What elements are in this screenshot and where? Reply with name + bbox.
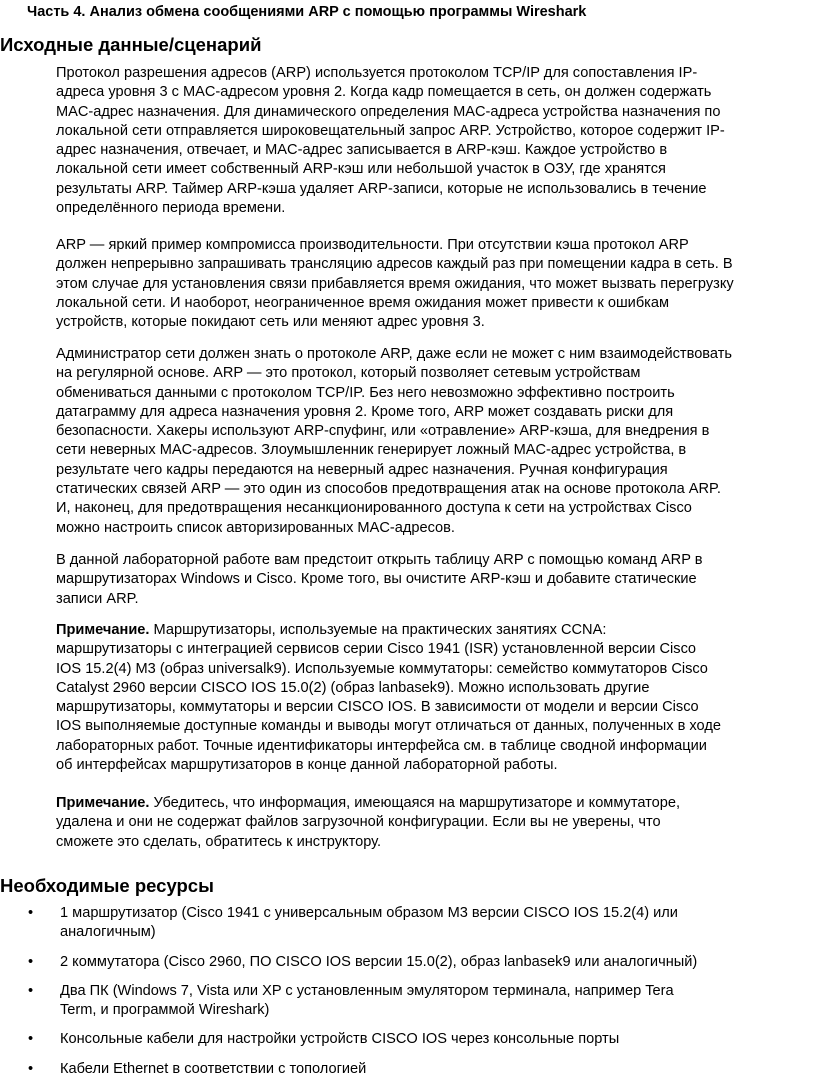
- list-item: [0, 1030, 800, 1049]
- list-item: [0, 1060, 800, 1079]
- text-line: лабораторных работ. Точные идентификаторы интерфейса см. в таблице сводной информации: [56, 737, 707, 754]
- text-line: статических связей ARP — это один из способов предотвращения атак на основе протокола ARP.: [56, 481, 721, 498]
- text-line: можно настроить список авторизированных MAC-адресов.: [56, 519, 455, 536]
- bullet-icon: •: [28, 982, 34, 999]
- note-equipment: [56, 621, 816, 775]
- text-line: Убедитесь, что информация, имеющаяся на маршрутизаторе и коммутаторе,: [149, 795, 681, 811]
- text-line: Администратор сети должен знать о протоколе ARP, даже если не может с ним взаимодействовать: [56, 346, 732, 362]
- section-title-scenario: Исходные данные/сценарий: [0, 34, 262, 55]
- text-line: Консольные кабели для настройки устройств CISCO IOS через консольные порты: [60, 1031, 620, 1048]
- text-line: ARP — яркий пример компромисса производительности. При отсутствии кэша протокол ARP: [56, 237, 689, 253]
- text-line: локальной сети отправляется широковещательный запрос ARP. Устройство, которое содержит IP-: [56, 122, 725, 139]
- text-line: устройств, которые покидают сеть или меняют адрес уровня 3.: [56, 314, 485, 331]
- bullet-icon: •: [28, 953, 34, 970]
- text-line: результаты ARP. Таймер ARP-кэша удаляет ARP-записи, которые не использовались в течение: [56, 180, 707, 197]
- paragraph-arp-intro: [56, 64, 816, 218]
- part-title: Часть 4. Анализ обмена сообщениями ARP с помощью программы Wireshark: [27, 4, 587, 20]
- bullet-icon: •: [28, 905, 34, 921]
- list-item: [0, 904, 800, 943]
- text-line: Catalyst 2960 версии CISCO IOS 15.0(2) (образ lanbasek9). Можно использовать другие: [56, 679, 650, 696]
- text-line: аналогичным): [60, 924, 156, 941]
- text-line: локальной сети имеет собственный ARP-кэш или небольшой участок в ОЗУ, где хранятся: [56, 161, 666, 178]
- text-line: записи ARP.: [56, 590, 139, 607]
- text-line: 1 маршрутизатор (Cisco 1941 с универсальным образом M3 версии CISCO IOS 15.2(4) или: [60, 905, 678, 921]
- text-line: Два ПК (Windows 7, Vista или XP с установленным эмулятором терминала, например Tera: [60, 982, 674, 999]
- text-line: сети неверных MAC-адресов. Злоумышленник генерирует ложный MAC-адрес устройства, в: [56, 442, 687, 459]
- paragraph-arp-security: [56, 345, 816, 538]
- paragraph-arp-tradeoff: [56, 236, 816, 332]
- text-line: на регулярной основе. ARP — это протокол, который позволяет сетевым устройствам: [56, 365, 641, 382]
- text-line: обмениваться данными с протоколом TCP/IP. Без него невозможно эффективно построить: [56, 384, 675, 401]
- text-line: 2 коммутатора (Cisco 2960, ПО CISCO IOS версии 15.0(2), образ lanbasek9 или аналогичный): [60, 953, 698, 970]
- text-line: Кабели Ethernet в соответствии с топологией: [60, 1060, 367, 1077]
- text-line: локальной сети. И наоборот, неограниченное время ожидания может привести к ошибкам: [56, 294, 670, 311]
- text-line: маршрутизаторах Windows и Cisco. Кроме того, вы очистите ARP-кэш и добавите статические: [56, 571, 697, 588]
- text-line: адреса уровня 3 с MAC-адресом уровня 2. Когда кадр помещается в сеть, он должен содержать: [56, 84, 712, 101]
- text-line: определённого периода времени.: [56, 200, 286, 217]
- text-line: IOS 15.2(4) M3 (образ universalk9). Используемые коммутаторы: семейство коммутаторов Cisco: [56, 660, 708, 677]
- text-line: Маршрутизаторы, используемые на практических занятиях CCNA:: [149, 622, 607, 638]
- list-item: [0, 953, 800, 972]
- bullet-icon: •: [28, 1031, 34, 1048]
- text-line: удалена и они не содержат файлов загрузочной конфигурации. Если вы не уверены, что: [56, 814, 661, 831]
- bullet-icon: •: [28, 1060, 34, 1077]
- text-line: должен непрерывно запрашивать трансляцию адресов каждый раз при помещении кадра в сеть. В: [56, 256, 733, 273]
- text-line: датаграмму для адреса назначения уровня 2. Кроме того, ARP может создавать риски для: [56, 403, 674, 420]
- text-line: безопасности. Хакеры используют ARP-спуфинг, или «отравление» ARP-кэша, для внедрения в: [56, 423, 710, 440]
- list-item: [0, 982, 800, 1021]
- note-label: Примечание.: [56, 622, 150, 638]
- text-line: сможете это сделать, обратитесь к инструктору.: [56, 833, 382, 850]
- section-title-resources: Необходимые ресурсы: [0, 875, 214, 896]
- text-line: Term, и программой Wireshark): [60, 1002, 270, 1019]
- text-line: MAC-адрес назначения. Для динамического определения MAC-адреса устройства назначения по: [56, 103, 721, 120]
- text-line: IOS выполняемые доступные команды и выводы могут отличаться от данных, полученных в ходе: [56, 718, 721, 735]
- resources-list: [0, 904, 816, 1089]
- text-line: этом случае для установления связи прибавляется время ожидания, что может вызвать перегрузку: [56, 275, 734, 292]
- note-config-cleared: [56, 794, 816, 852]
- text-line: И, наконец, для предотвращения несанкционированного доступа к сети на устройствах Cisco: [56, 500, 692, 517]
- text-line: маршрутизаторы с интеграцией сервисов серии Cisco 1941 (ISR) установленной версии Cisco: [56, 641, 697, 658]
- text-line: В данной лабораторной работе вам предстоит открыть таблицу ARP с помощью команд ARP в: [56, 552, 703, 568]
- text-line: об интерфейсах маршрутизаторов в конце данной лабораторной работы.: [56, 757, 558, 774]
- text-line: результате чего кадры передаются на неверный адрес назначения. Ручная конфигурация: [56, 461, 668, 478]
- paragraph-lab-overview: [56, 551, 816, 609]
- text-line: адрес назначения, отвечает, и MAC-адрес записывается в ARP-кэш. Каждое устройство в: [56, 142, 668, 159]
- text-line: маршрутизаторы, коммутаторы и версии CISCO IOS. В зависимости от модели и версии Cisco: [56, 699, 699, 716]
- text-line: Протокол разрешения адресов (ARP) используется протоколом TCP/IP для сопоставления IP-: [56, 65, 698, 81]
- note-label: Примечание.: [56, 795, 150, 811]
